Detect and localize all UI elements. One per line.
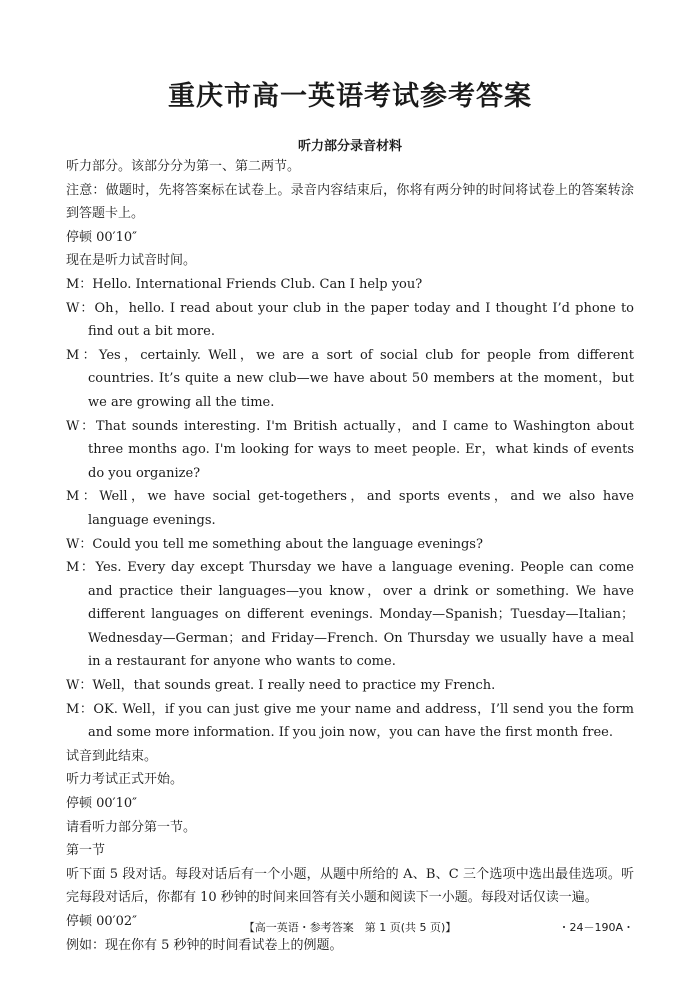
dialogue-line: M：OK. Well，if you can just give me your name and address，I’ll send you the form and some more information. If you join now，you can have the first month free. [66, 701, 634, 741]
dialogue-line: M：Yes. Every day except Thursday we have a language evening. People can come and practice their languages—you know，over a drink or something. We have different languages on different evenings. Monday—Spanish；Tuesday—Italian；Wednesday—German；and Friday—French. On Thursday we usually have a meal in a restaurant for anyone who wants to come. [66, 560, 634, 670]
pause-note: 停顿 00′02″ [66, 914, 138, 929]
section-heading: 第一节 [66, 843, 106, 859]
intro-text: 听力部分。该部分分为第一、第二两节。 [66, 159, 301, 174]
dialogue-line: M：Well，we have social get-togethers，and sports events，and we also have language evenings. [66, 489, 634, 528]
dialogue-line: M：Yes，certainly. Well，we are a sort of social club for people from different countries. It’s quite a new club—we have about 50 members at the moment，but we are growing all the time. [66, 347, 634, 410]
document-body [66, 155, 634, 957]
footer-page-info: 【高一英语・参考答案 第 1 页(共 5 页)】 [243, 921, 457, 934]
notice-text: 注意：做题时，先将答案标在试卷上。录音内容结束后，你将有两分钟的时间将试卷上的答案转涂到答题卡上。 [66, 182, 634, 222]
section-subtitle: 听力部分录音材料 [297, 139, 402, 154]
example-text: 例如：现在你有 5 秒钟的时间看试卷上的例题。 [66, 937, 343, 953]
trial-end-text: 试音到此结束。 [66, 748, 158, 764]
dialogue-line: W：That sounds interesting. I'm British actually，and I came to Washington about three months ago. I'm looking for ways to meet people. Er，what kinds of events do you organize? [66, 418, 634, 481]
dialogue-line: W：Could you tell me something about the language evenings? [66, 536, 483, 552]
instructions-text: 听下面 5 段对话。每段对话后有一个小题，从题中所给的 A、B、C 三个选项中选出最佳选项。听完每段对话后，你都有 10 秒钟的时间来回答有关小题和阅读下一小题。每段对话仅读一遍。 [66, 866, 634, 906]
page-title: 重庆市高一英语考试参考答案 [168, 81, 532, 112]
footer-code: ・24－190A・ [558, 921, 634, 934]
trial-start-text: 现在是听力试音时间。 [66, 253, 197, 269]
dialogue-line: M：Hello. International Friends Club. Can I help you? [66, 276, 423, 292]
pause-note: 停顿 00′10″ [66, 229, 138, 245]
section-hint-text: 请看听力部分第一节。 [66, 819, 197, 835]
exam-start-text: 听力考试正式开始。 [66, 772, 184, 788]
pause-note: 停顿 00′10″ [66, 796, 138, 812]
dialogue-line: W：Oh，hello. I read about your club in the paper today and I thought I’d phone to find out a bit more. [66, 300, 634, 340]
dialogue-line: W：Well，that sounds great. I really need to practice my French. [66, 678, 496, 694]
